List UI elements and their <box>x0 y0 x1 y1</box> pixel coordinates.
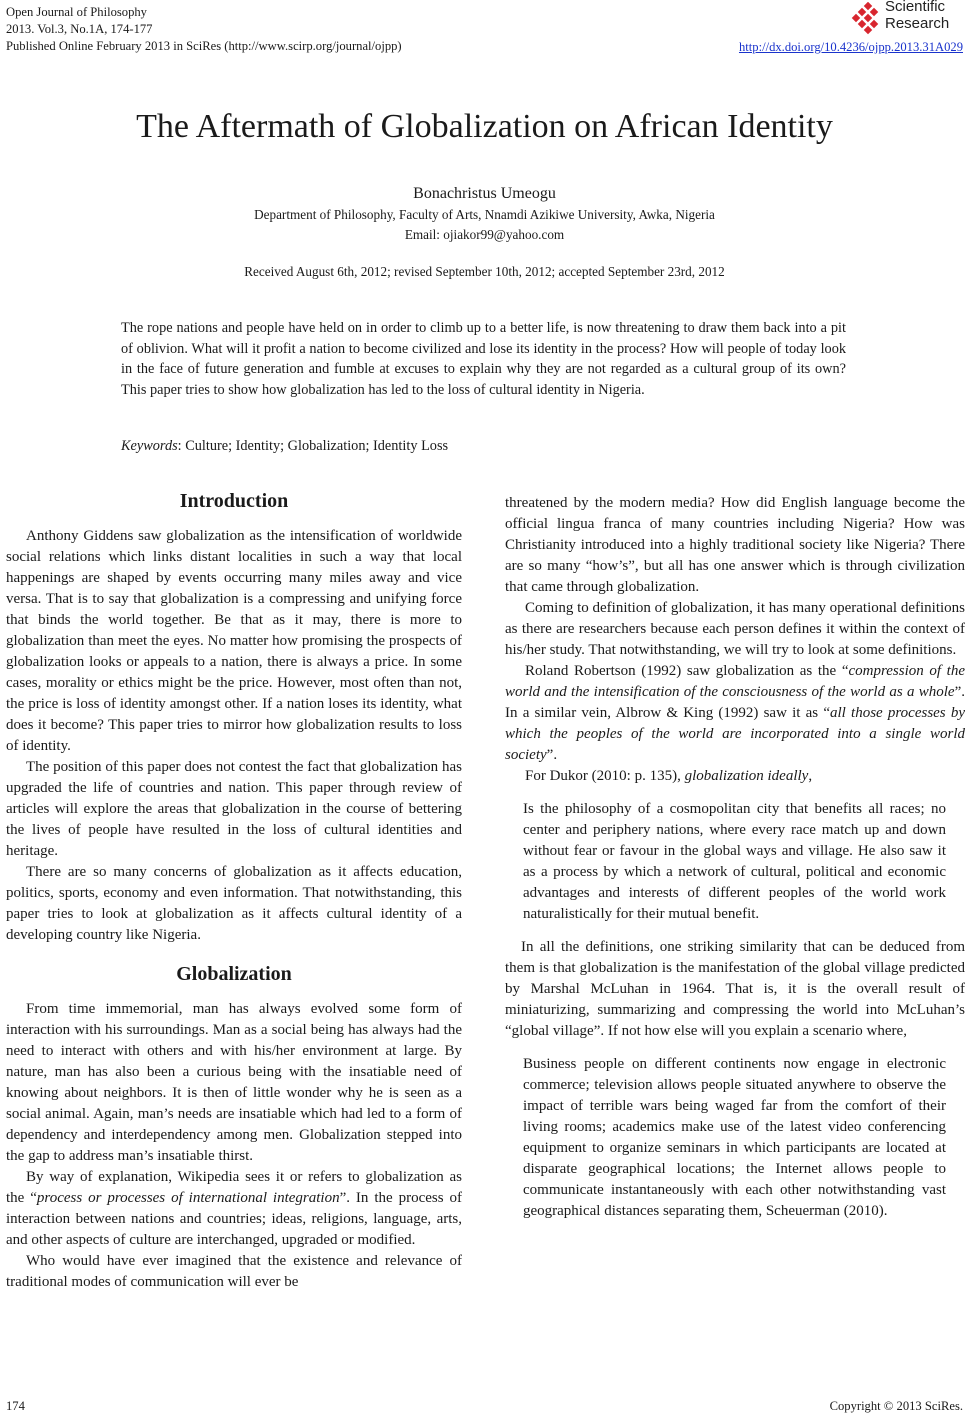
text-run: , <box>808 768 813 784</box>
publisher-logo-icon <box>851 2 883 36</box>
page-number: 174 <box>6 1399 25 1413</box>
right-column <box>505 493 965 1222</box>
affiliation: Department of Philosophy, Faculty of Arts, Nnamdi Azikiwe University, Awka, Nigeria <box>254 207 715 222</box>
author-email: Email: ojiakor99@yahoo.com <box>404 227 565 242</box>
copyright: Copyright © 2013 SciRes. <box>829 1399 963 1413</box>
received-dates: Received August 6th, 2012; revised September 10th, 2012; accepted September 23rd, 2012 <box>244 264 725 279</box>
paragraph <box>505 661 965 766</box>
text-run: ”. In a similar vein, Albrow & King (1992) saw it as “ <box>505 684 965 721</box>
paragraph: The position of this paper does not contest the fact that globalization has upgraded the life of countries and nation. This paper through review of articles will explore the areas that globalization in the course of bettering the lives of people have resulted in the loss of cultural identities and heritage. <box>6 759 462 859</box>
logo-line-2: Research <box>885 15 950 32</box>
section-heading-introduction: Introduction <box>179 490 289 512</box>
paragraph: threatened by the modern media? How did English language become the official lingua franca of many countries including Nigeria? How was Christianity introduced into a highly traditional society like Nigeria? There are so many “how’s”, but all has one answer which is through civilization that came through globalization. <box>505 495 965 595</box>
doi-link[interactable]: http://dx.doi.org/10.4236/ojpp.2013.31A029 <box>738 40 963 54</box>
paragraph: From time immemorial, man has always evolved some form of interaction with his surroundings. Man as a social being has always had the need to interact with others and with his/her environment at large. By nature, man has also been a curious being with the insatiable need of knowing about neighbors. It is then of little wonder why he is seen as a social animal. Again, man’s needs are insatiable which had led to a form of dependency and interdependency among men. Globalization stepped into the gap to address man’s insatiable thirst. <box>6 1001 462 1164</box>
paragraph <box>6 1167 462 1251</box>
paragraph: There are so many concerns of globalization as it affects education, politics, sports, economy and even information. That notwithstanding, this paper tries to look at globalization as it affects cultural identity of a developing country like Nigeria. <box>6 864 462 943</box>
logo-line-1: Scientific <box>885 0 946 15</box>
paragraph <box>505 766 965 787</box>
journal-volume: 2013. Vol.3, No.1A, 174-177 <box>6 22 153 36</box>
text-run: ”. In the process of interaction between nations and countries; ideas, religions, language, arts, and other aspects of culture are interchanged, upgraded or modified. <box>6 1190 463 1248</box>
section-heading-globalization: Globalization <box>176 963 292 985</box>
text-run: ”. <box>546 747 558 763</box>
italic-quote: compression of the world and the intensification of the consciousness of the world as a whole <box>505 663 965 700</box>
scientific-research-logo <box>851 0 963 40</box>
paragraph: Coming to definition of globalization, it has many operational definitions as there are researchers because each person defines it within the context of his/her study. That notwithstanding, we will try to look at some definitions. <box>505 600 965 658</box>
block-quote: Is the philosophy of a cosmopolitan city that benefits all races; no center and periphery nations, where every race match up and down without fear or favour in the global ways and village. He also saw it as a process by which a network of cultural, political and economic advantages and interests of different peoples of the world work naturalistically for their mutual benefit. <box>523 801 946 922</box>
text-run: For Dukor (2010: p. 135), <box>525 768 685 784</box>
block-quote: Business people on different continents now engage in electronic commerce; television allows people situated anywhere to observe the impact of terrible wars being waged far from the comfort of their living rooms; academics make use of the latest video conferencing equipment to organize seminars in which participants are located at disparate geographical locations; the Internet allows people to communicate instantaneously with each other notwithstanding vast geographical distances separating them, Scheuerman (2010). <box>523 1056 946 1219</box>
italic-quote: process or processes of international integration <box>36 1190 340 1206</box>
left-column <box>6 491 462 1293</box>
paragraph: Anthony Giddens saw globalization as the intensification of worldwide social relations which links distant localities in such a way that local happenings are shaped by events occurring many miles away and vice versa. That is to say that globalization is a compressing and unifying force that binds the world together. Be that as it may, there is more to globalization than meet the eyes. No matter how promising the prospects of globalization looks or appeals to a nation, there is always a price. In some cases, morality or ethics might be the price. However, most often than not, the price is loss of identity amongst other. If a nation loses its identity, what does it become? This paper tries to mirror how globalization results to loss of identity. <box>6 528 462 754</box>
author-name: Bonachristus Umeogu <box>413 185 556 202</box>
logo-text <box>885 0 949 32</box>
italic-quote: all those processes by which the peoples of the world are incorporated into a single world society <box>505 705 966 763</box>
keywords-label: Keywords <box>121 438 178 454</box>
keywords <box>121 438 448 455</box>
paper-title: The Aftermath of Globalization on African Identity <box>136 108 833 145</box>
text-run: Roland Robertson (1992) saw globalization as the “ <box>525 663 849 679</box>
paragraph: Who would have ever imagined that the existence and relevance of traditional modes of communication will ever be <box>6 1253 462 1290</box>
abstract: The rope nations and people have held on in order to climb up to a better life, is now threatening to draw them back into a pit of oblivion. What will it profit a nation to become civilized and lose its identity in the process? How will people of today look in the face of future generation and fumble at excuses to explain why they are not regarded as a cultural group of its own? This paper tries to show how globalization has led to the loss of cultural identity in Nigeria. <box>121 320 846 398</box>
text-run: By way of explanation, Wikipedia sees it or refers to globalization as the “ <box>6 1169 462 1206</box>
journal-name: Open Journal of Philosophy <box>6 5 147 19</box>
paragraph: In all the definitions, one striking similarity that can be deduced from them is that globalization is the manifestation of the global village predicted by Marshal McLuhan in 1964. That is, it is the overall result of miniaturizing, summarizing and compressing the world into McLuhan’s “global village”. If not how else will you explain a scenario where, <box>505 939 965 1039</box>
keywords-list: : Culture; Identity; Globalization; Identity Loss <box>177 438 449 454</box>
italic-phrase: globalization ideally <box>684 768 809 784</box>
publication-info: Published Online February 2013 in SciRes (http://www.scirp.org/journal/ojpp) <box>6 39 402 53</box>
